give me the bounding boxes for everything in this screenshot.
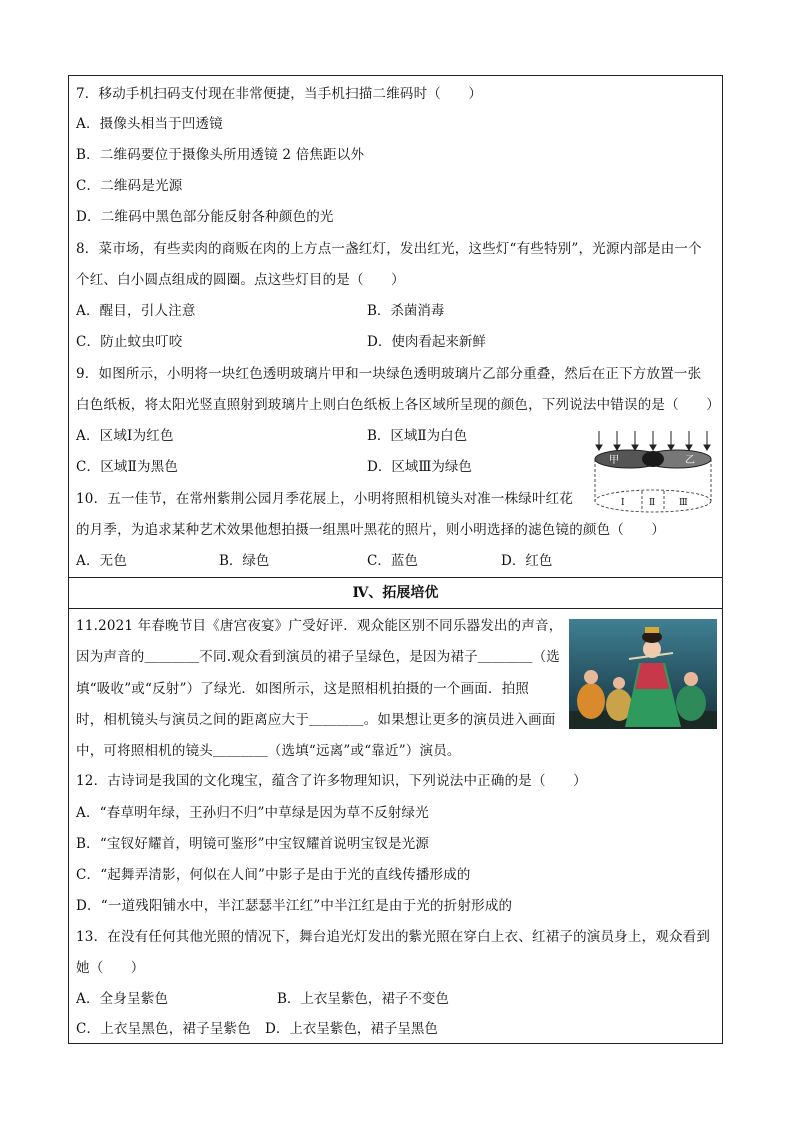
overlap-region [642,451,664,467]
q13-option-a: A．全身呈紫色 [76,991,169,1007]
q9-stem-line1: 9．如图所示，小明将一块红色透明玻璃片甲和一块绿色透明玻璃片乙部分重叠，然后在正下方放置一张 [76,366,702,382]
q8-stem-line2: 个红、白小圆点组成的圆圈。点这些灯目的是（ ） [76,272,405,288]
q11-line1: 11.2021 年春晚节目《唐宫夜宴》广受好评．观众能区别不同乐器发出的声音， [76,618,563,634]
q13-stem-line1: 13．在没有任何其他光照的情况下，舞台追光灯发出的紫光照在穿白上衣、红裙子的演员身上，观众看到 [76,929,711,945]
q10-option-a: A．无色 [76,553,128,569]
q8-option-a: A．醒目，引人注意 [76,303,196,319]
q13-stem-line2: 她（ ） [76,960,145,976]
q9-option-b: B．区域Ⅱ为白色 [367,428,468,444]
worksheet-frame [68,75,723,1044]
section-divider-bottom [69,608,722,609]
q11-line4: 时，相机镜头与演员之间的距离应大于＿＿＿＿。如果想让更多的演员进入画面 [76,712,556,728]
q12-option-b: B．“宝钗好耀首，明镜可鉴形”中宝钗耀首说明宝钗是光源 [76,836,430,852]
q8-option-b: B．杀菌消毒 [367,303,445,319]
section-divider-top [69,577,722,578]
q7-option-d: D．二维码中黑色部分能反射各种颜色的光 [76,209,334,225]
region-2-label: Ⅱ [649,498,656,508]
q9-option-c: C．区域Ⅱ为黑色 [76,459,179,475]
q13-option-b: B．上衣呈紫色，裙子不变色 [277,991,449,1007]
q7-option-b: B．二维码要位于摄像头所用透镜 2 倍焦距以外 [76,147,365,163]
q10-stem-line1: 10．五一佳节，在常州紫荆公园月季花展上，小明将照相机镜头对准一株绿叶红花 [76,491,574,507]
q10-option-d: D．红色 [501,553,553,569]
label-jia: 甲 [609,455,619,466]
q13-option-c: C．上衣呈黑色，裙子呈紫色 [76,1021,251,1037]
q12-option-c: C．“起舞弄清影，何似在人间”中影子是由于光的直线传播形成的 [76,867,471,883]
q7-stem: 7．移动手机扫码支付现在非常便捷，当手机扫描二维码时（ ） [76,86,483,102]
region-3-label: Ⅲ [679,498,688,508]
label-yi: 乙 [685,455,695,466]
section-title: Ⅳ、拓展培优 [352,585,439,601]
glass-filter-figure [587,429,719,514]
q7-option-a: A．摄像头相当于凹透镜 [76,116,223,132]
q9-stem-line2: 白色纸板，将太阳光竖直照射到玻璃片上则白色纸板上各区域所呈现的颜色，下列说法中错误的是（ ） [76,397,720,413]
q8-option-d: D．使肉看起来新鲜 [367,334,486,350]
q8-option-c: C．防止蚊虫叮咬 [76,334,183,350]
region-1-label: Ⅰ [621,498,625,508]
q12-option-a: A．“春草明年绿，王孙归不归”中草绿是因为草不反射绿光 [76,805,429,821]
q8-stem-line1: 8．菜市场，有些卖肉的商贩在肉的上方点一盏红灯，发出红光，这些灯“有些特别”，光源内部是由一个 [76,241,702,257]
q9-option-d: D．区域Ⅲ为绿色 [367,459,472,475]
q11-line3: 填“吸收”或“反射”）了绿光．如图所示，这是照相机拍摄的一个画面．拍照 [76,681,530,697]
q10-stem-line2: 的月季，为追求某种艺术效果他想拍摄一组黑叶黑花的照片，则小明选择的滤色镜的颜色（ ） [76,522,666,538]
q10-option-b: B．绿色 [219,553,270,569]
sunlight-arrows [596,431,710,450]
q12-option-d: D．“一道残阳铺水中，半江瑟瑟半江红”中半江红是由于光的折射形成的 [76,898,513,914]
q7-option-c: C．二维码是光源 [76,178,183,194]
q11-line5: 中，可将照相机的镜头＿＿＿＿（选填“远离”或“靠近”）演员。 [76,743,461,759]
q12-stem: 12．古诗词是我国的文化瑰宝，蕴含了许多物理知识，下列说法中正确的是（ ） [76,773,587,789]
q9-option-a: A．区域Ⅰ为红色 [76,428,174,444]
q13-option-d: D．上衣呈紫色，裙子呈黑色 [265,1021,438,1037]
q11-line2: 因为声音的＿＿＿＿不同.观众看到演员的裙子呈绿色，是因为裙子＿＿＿＿（选 [76,649,560,665]
performance-photo [569,619,717,729]
q10-option-c: C．蓝色 [367,553,418,569]
